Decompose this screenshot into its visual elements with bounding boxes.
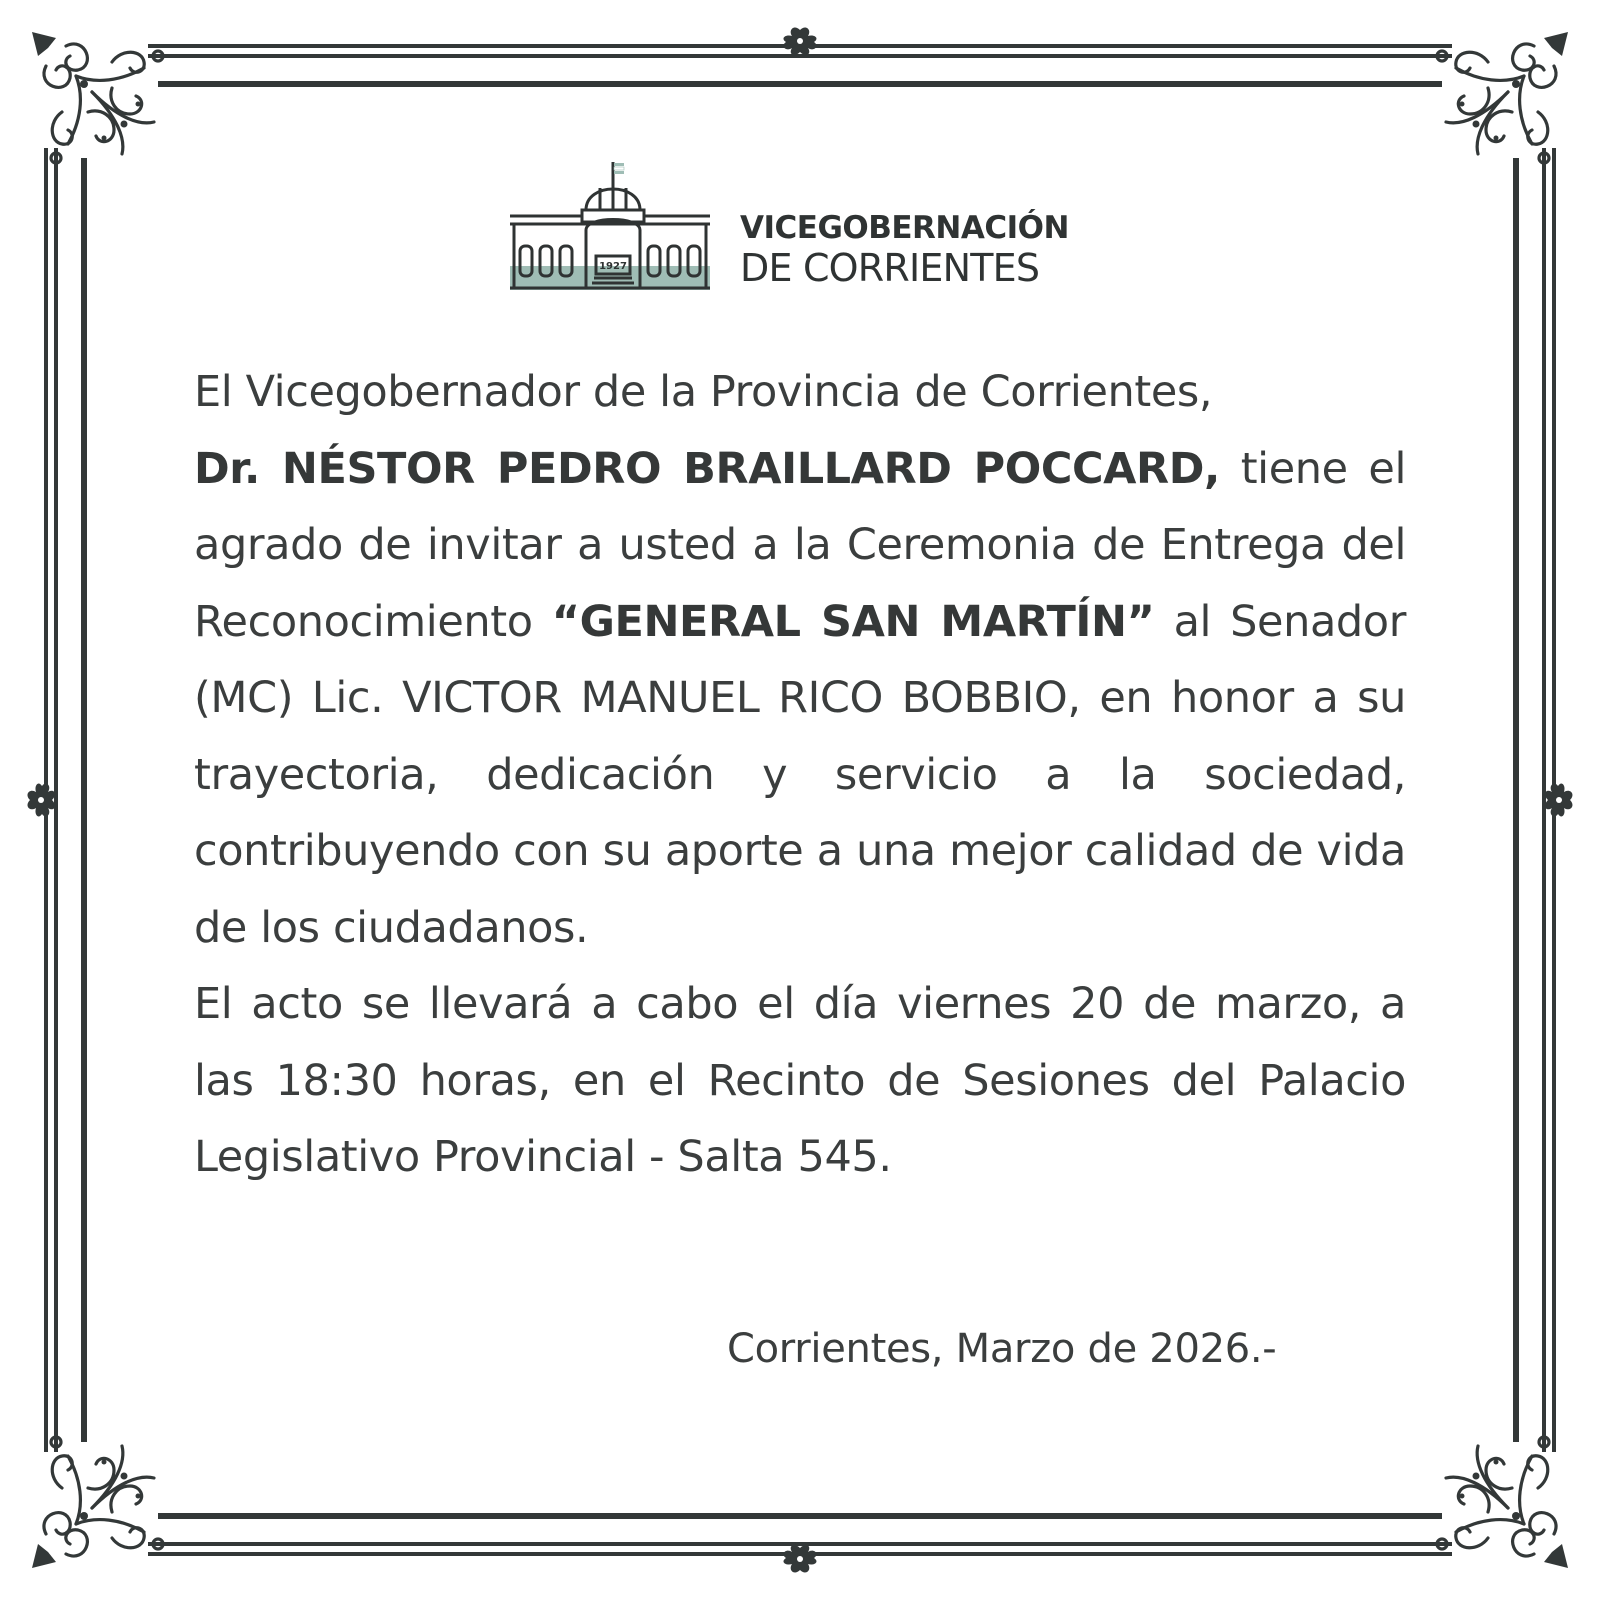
vicegobernacion-logo <box>508 160 1108 300</box>
invitation-paragraph <box>194 431 1406 967</box>
closing-date: Corrientes, Marzo de 2026.- <box>727 1326 1277 1372</box>
building-year: 1927 <box>599 261 627 272</box>
invitation-body <box>194 354 1406 1196</box>
logo-line1: VICEGOBERNACIÓN <box>740 210 1069 246</box>
host-name: Dr. NÉSTOR PEDRO BRAILLARD POCCARD, <box>194 443 1220 494</box>
event-details: El acto se llevará a cabo el día viernes 20 de marzo, a las 18:30 horas, en el Recinto de Sesiones del Palacio Legislativo Provincial - Salta 545. <box>194 979 1406 1182</box>
invitation-text-2: al Senador (MC) Lic. VICTOR MANUEL RICO BOBBIO, en honor a su trayectoria, dedicación y servicio a la sociedad, contribuyendo con su aporte a una mejor calidad de vida de los ciudadanos. <box>194 596 1406 953</box>
invitation-text-1: tiene el agrado de invitar a usted a la Ceremonia de Entrega del Reconocimiento <box>194 443 1406 647</box>
legislative-building-icon <box>508 160 718 300</box>
intro-line: El Vicegobernador de la Provincia de Corrientes, <box>194 367 1213 417</box>
logo-line2: DE CORRIENTES <box>740 246 1040 290</box>
award-name: “GENERAL SAN MARTÍN” <box>551 596 1155 647</box>
logo-wordmark <box>740 210 1069 290</box>
